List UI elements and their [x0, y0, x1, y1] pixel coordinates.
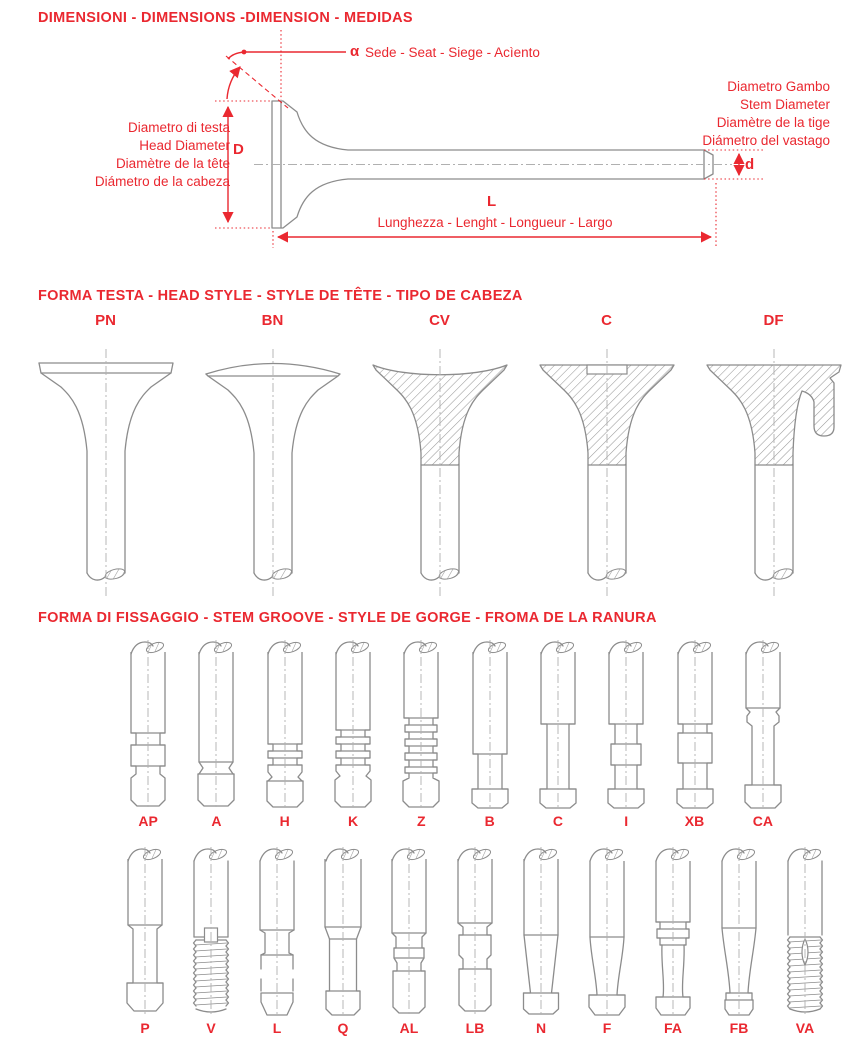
head-diameter-label	[55, 119, 230, 191]
stem-groove-drawing-I	[602, 638, 650, 810]
stem-groove-figure-AP	[114, 638, 182, 829]
stem-groove-label: VA	[795, 1020, 815, 1036]
stem-groove-figure-L	[244, 845, 310, 1036]
stem-groove-figure-Q	[310, 845, 376, 1036]
head-style-drawing-CV	[365, 345, 515, 601]
stem-groove-figure-VA	[772, 845, 838, 1036]
stem-groove-drawing-F	[583, 845, 631, 1017]
stem-grooves-heading: FORMA DI FISSAGGIO - STEM GROOVE - STYLE DE GORGE - FROMA DE LA RANURA	[38, 610, 657, 626]
stem-groove-drawing-K	[329, 638, 377, 810]
stem-groove-drawing-C	[534, 638, 582, 810]
head-diameter-symbol: D	[233, 141, 244, 158]
stem-groove-figure-FB	[706, 845, 772, 1036]
head-style-label: DF	[763, 312, 784, 329]
head-diameter-line-4: Diámetro de la cabeza	[94, 174, 230, 189]
stem-groove-label: Z	[417, 813, 426, 829]
stem-groove-label: Q	[337, 1020, 349, 1036]
seat-angle-symbol: α	[350, 43, 360, 60]
stem-groove-label: FB	[729, 1020, 749, 1036]
stem-groove-figure-P	[112, 845, 178, 1036]
stem-groove-label: XB	[684, 813, 705, 829]
head-style-drawing-BN	[198, 345, 348, 601]
stem-groove-label: H	[279, 813, 290, 829]
stem-groove-figure-CA	[729, 638, 797, 829]
dimensions-heading: DIMENSIONI - DIMENSIONS -DIMENSION - MEDIDAS	[38, 10, 413, 26]
stem-groove-label: AL	[399, 1020, 419, 1036]
stem-groove-label: LB	[465, 1020, 485, 1036]
stem-groove-figure-XB	[660, 638, 728, 829]
stem-groove-figure-LB	[442, 845, 508, 1036]
stem-groove-label: C	[552, 813, 563, 829]
head-style-drawing-DF	[699, 345, 849, 601]
stem-groove-drawing-Z	[397, 638, 445, 810]
stem-grooves-row-2	[112, 845, 838, 1036]
stem-groove-drawing-L	[253, 845, 301, 1017]
stem-diameter-line-3: Diamètre de la tige	[716, 115, 830, 130]
stem-groove-drawing-CA	[739, 638, 787, 810]
stem-groove-drawing-P	[121, 845, 169, 1017]
stem-groove-figure-C	[524, 638, 592, 829]
stem-groove-label: P	[140, 1020, 150, 1036]
stem-groove-figure-FA	[640, 845, 706, 1036]
stem-groove-label: B	[484, 813, 495, 829]
stem-groove-figure-B	[455, 638, 523, 829]
head-styles-row	[22, 312, 857, 601]
stem-groove-drawing-A	[192, 638, 240, 810]
stem-groove-drawing-N	[517, 845, 565, 1017]
stem-groove-drawing-H	[261, 638, 309, 810]
head-style-label: BN	[261, 312, 284, 329]
stem-groove-figure-V	[178, 845, 244, 1036]
stem-groove-label: A	[211, 813, 222, 829]
stem-groove-drawing-FA	[649, 845, 697, 1017]
head-style-figure-BN	[189, 312, 356, 601]
stem-groove-figure-H	[251, 638, 319, 829]
stem-groove-label: N	[535, 1020, 547, 1036]
stem-groove-figure-I	[592, 638, 660, 829]
stem-groove-label: CA	[752, 813, 773, 829]
head-style-label: PN	[95, 312, 116, 329]
length-label: Lunghezza - Lenght - Longueur - Largo	[377, 215, 613, 230]
length-symbol: L	[487, 193, 497, 210]
head-style-figure-C	[523, 312, 690, 601]
head-diameter-line-2: Head Diameter	[139, 138, 230, 153]
stem-groove-drawing-V	[187, 845, 235, 1017]
seat-angle-label: Sede - Seat - Siege - Acìento	[365, 45, 540, 60]
head-diameter-line-1: Diametro di testa	[127, 120, 230, 135]
stem-groove-label: K	[347, 813, 359, 829]
stem-groove-label: FA	[664, 1020, 682, 1036]
stem-groove-drawing-AP	[124, 638, 172, 810]
head-styles-heading: FORMA TESTA - HEAD STYLE - STYLE DE TÊTE - TIPO DE CABEZA	[38, 288, 523, 304]
stem-groove-figure-K	[319, 638, 387, 829]
stem-grooves-row-1	[114, 638, 797, 829]
stem-groove-label: F	[602, 1020, 612, 1036]
stem-groove-drawing-XB	[671, 638, 719, 810]
head-style-figure-CV	[356, 312, 523, 601]
head-style-label: CV	[429, 312, 450, 329]
head-style-drawing-C	[532, 345, 682, 601]
stem-groove-figure-AL	[376, 845, 442, 1036]
head-style-drawing-PN	[31, 345, 181, 601]
stem-groove-figure-N	[508, 845, 574, 1036]
head-style-figure-DF	[690, 312, 857, 601]
stem-groove-drawing-LB	[451, 845, 499, 1017]
stem-diameter-line-2: Stem Diameter	[739, 97, 830, 112]
stem-groove-figure-Z	[387, 638, 455, 829]
stem-groove-drawing-AL	[385, 845, 433, 1017]
stem-groove-drawing-Q	[319, 845, 367, 1017]
head-diameter-line-3: Diamètre de la tête	[115, 156, 230, 171]
stem-groove-drawing-VA	[781, 845, 829, 1017]
stem-groove-label: L	[272, 1020, 282, 1036]
stem-groove-label: V	[206, 1020, 216, 1036]
stem-groove-figure-A	[182, 638, 250, 829]
head-style-figure-PN	[22, 312, 189, 601]
stem-groove-drawing-B	[466, 638, 514, 810]
stem-diameter-label	[640, 78, 830, 150]
stem-groove-drawing-FB	[715, 845, 763, 1017]
stem-diameter-symbol: d	[745, 156, 755, 173]
stem-diameter-line-1: Diametro Gambo	[727, 79, 830, 94]
stem-groove-figure-F	[574, 845, 640, 1036]
stem-groove-label: I	[624, 813, 629, 829]
stem-groove-label: AP	[138, 813, 158, 829]
stem-diameter-line-4: Diámetro del vastago	[702, 133, 830, 148]
head-style-label: C	[601, 312, 612, 329]
